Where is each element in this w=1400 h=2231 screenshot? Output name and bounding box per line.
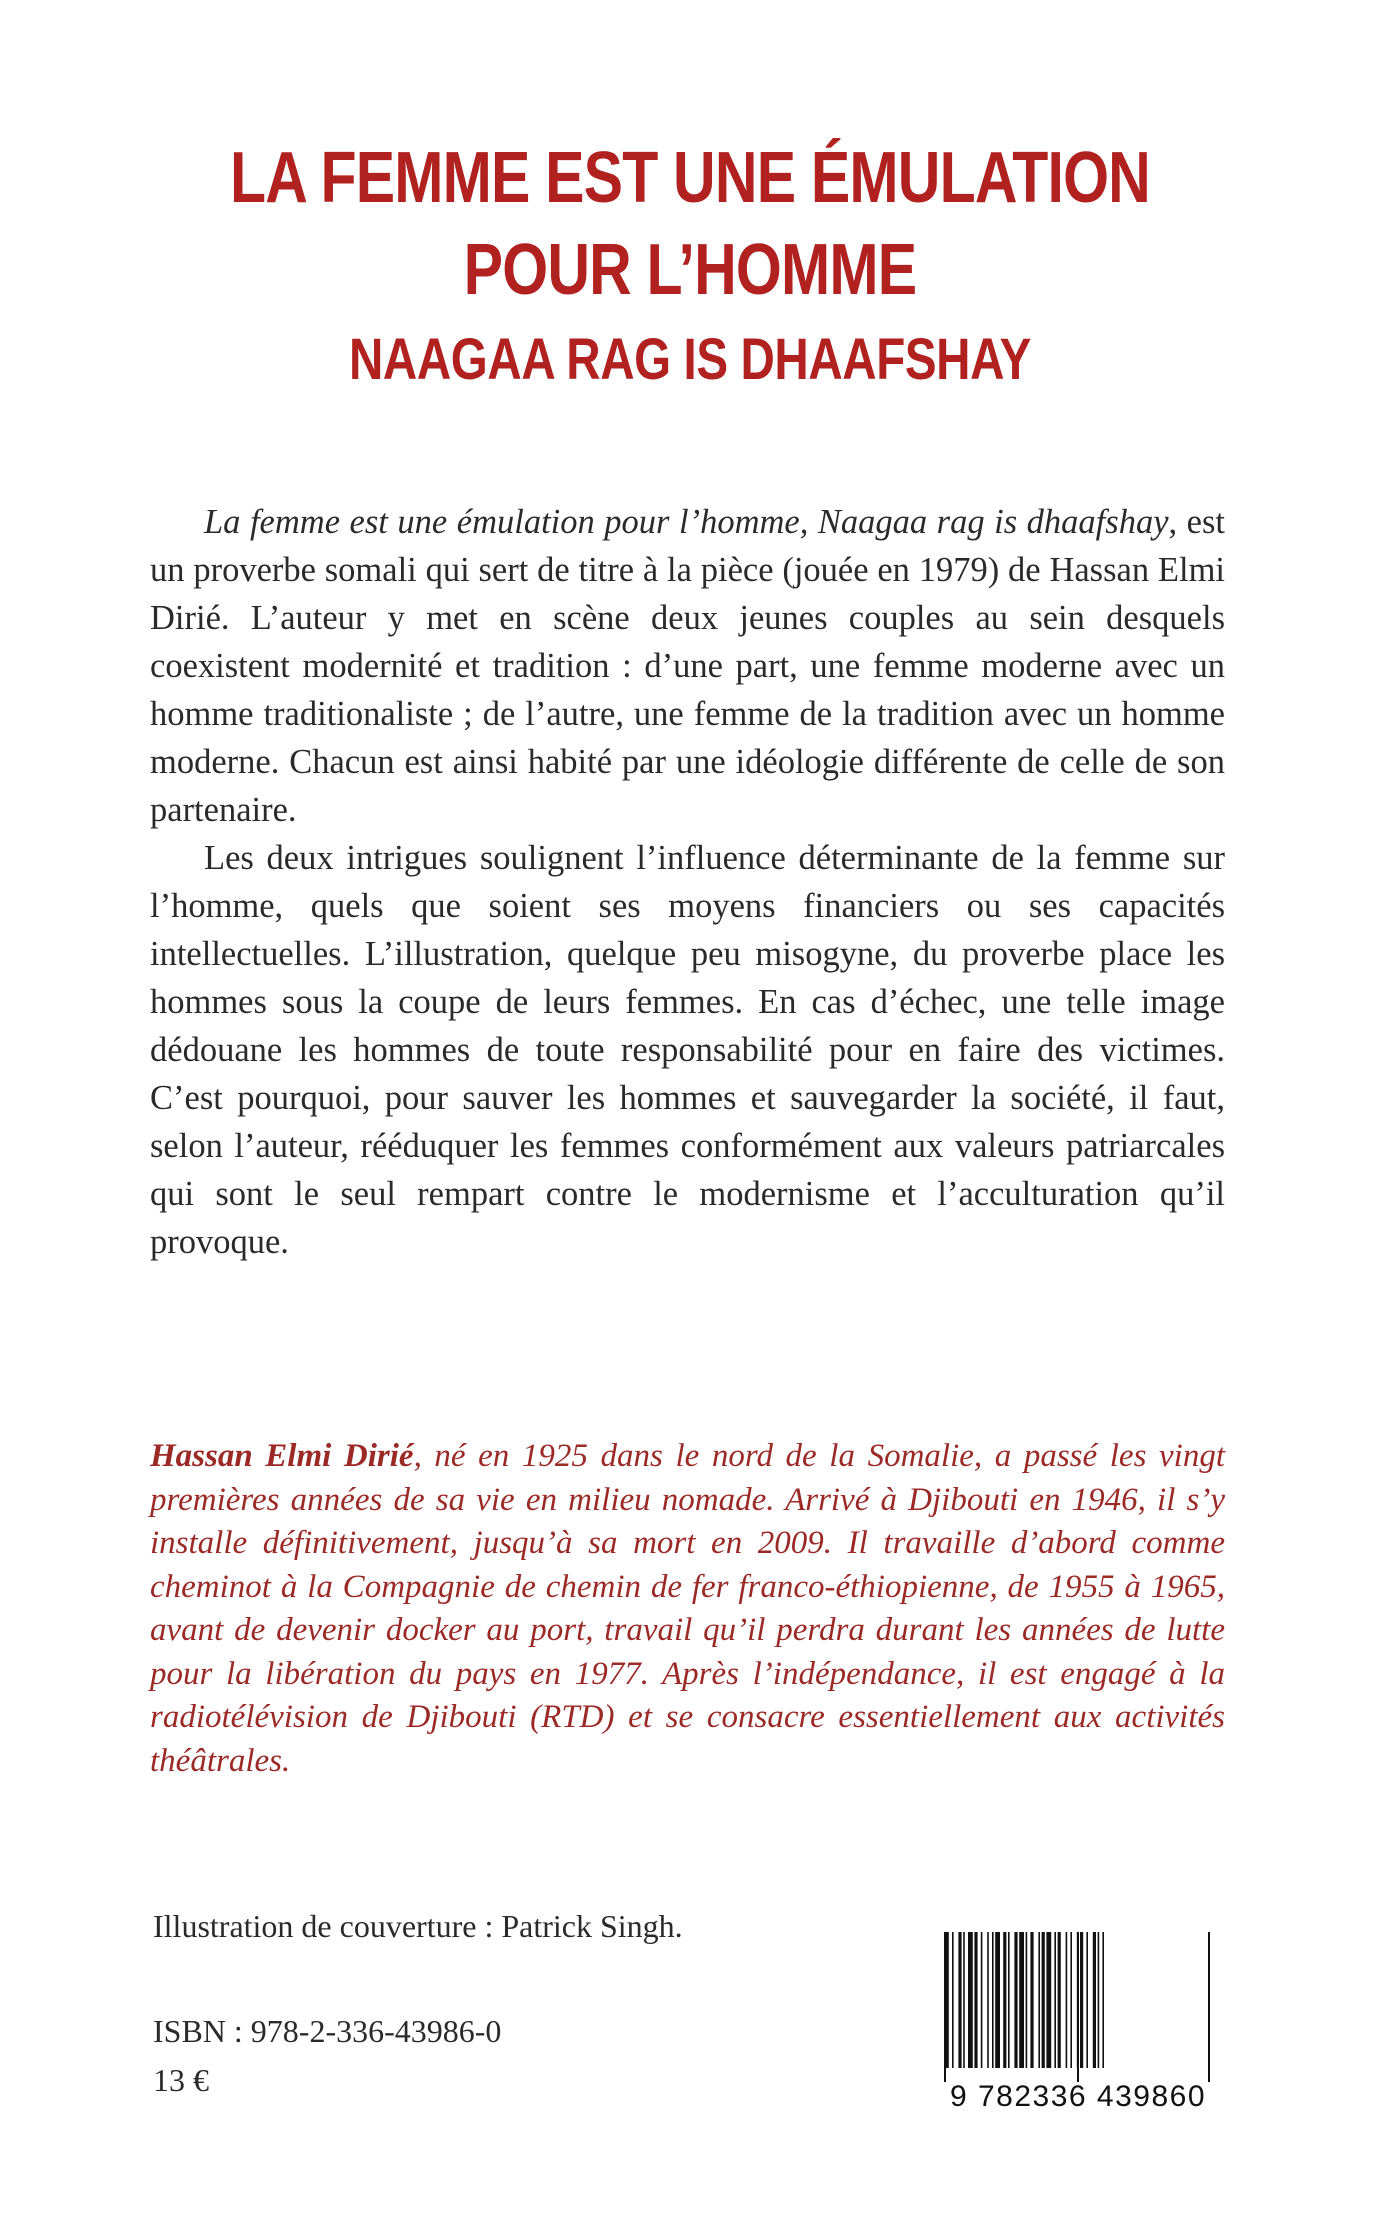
book-summary [150,498,1225,1266]
title-block [124,132,1256,398]
author-bio [150,1435,1225,1783]
barcode-bar [963,1932,965,2068]
barcode-bar [1093,1932,1096,2068]
summary-paragraph-1 [150,498,1225,834]
barcode-bar [987,1932,989,2068]
barcode-guard-bar [1208,1932,1210,2082]
barcode-bar [1003,1932,1006,2068]
barcode-bar [1066,1932,1068,2068]
barcode-bar [1046,1932,1051,2068]
barcode-bar [1070,1932,1072,2068]
barcode-bar [995,1932,1000,2068]
author-bio-text: , né en 1925 dans le nord de la Somalie, a passé les vingt premières années de sa vie en milieu nomade. Arrivé à Djibouti en 1946, il s’y installe définitivement, jusqu’à sa mort en 2009. Il travaille d’abord comme cheminot à la Compagnie de chemin de fer franco-éthiopienne, de 1955 à 1965, avant de devenir docker au port, travail qu’il perdra durant les années de lutte pour la libération du pays en 1977. Après l’indépendance, il est engagé à la radiotélévision de Djibouti (RTD) et se consacre essentiellement aux activités théâtrales. [150,1438,1225,1779]
summary-title-italic: La femme est une émulation pour l’homme, Naagaa rag is dhaafshay [204,503,1169,541]
barcode-bar [981,1932,983,2068]
isbn: ISBN : 978-2-336-43986-0 [153,2013,502,2049]
barcode-bar [1098,1932,1100,2068]
book-subtitle: NAAGAA RAG IS DHAAFSHAY [348,327,1032,392]
price: 13 € [153,2062,209,2098]
barcode-bar [974,1932,977,2068]
summary-paragraph-1-text: , est un proverbe somali qui sert de titre à la pièce (jouée en 1979) de Hassan Elmi Dirié. L’auteur y met en scène deux jeunes couples au sein desquels coexistent modernité et tradition : d’une part, une femme moderne avec un homme traditionaliste ; de l’autre, une femme de la tradition avec un homme moderne. Chacun est ainsi habité par une idéologie différente de celle de son partenaire. [150,503,1226,829]
barcode-bar [1080,1932,1083,2068]
barcode-guard-bar [1077,1932,1079,2082]
barcode [940,1932,1216,2122]
barcode-bar [1054,1932,1056,2068]
book-title-line-1: LA FEMME EST UNE ÉMULATION [229,138,1151,218]
barcode-bar [952,1932,954,2068]
barcode-bar [1058,1932,1061,2068]
barcode-bar [1019,1932,1024,2068]
barcode-bar [1030,1932,1033,2068]
barcode-bar [968,1932,973,2068]
barcode-bar [1026,1932,1028,2068]
barcode-bars [940,1932,1216,2082]
barcode-bar [958,1932,961,2068]
summary-paragraph-2: Les deux intrigues soulignent l’influence déterminante de la femme sur l’homme, quels que soient ses moyens financiers ou ses capacités intellectuelles. L’illustration, quelque peu misogyne, du proverbe place les hommes sous la coupe de leurs femmes. En cas d’échec, une telle image dédouane les hommes de toute responsabilité pour en faire des victimes. C’est pourquoi, pour sauver les hommes et sauvegarder la société, il faut, selon l’auteur, rééduquer les femmes conformément aux valeurs patriarcales qui sont le seul rempart contre le modernisme et l’acculturation qu’il provoque. [150,839,1225,1261]
barcode-bar [1042,1932,1045,2068]
barcode-bar [1038,1932,1040,2068]
barcode-bar [992,1932,994,2068]
illustration-credit: Illustration de couverture : Patrick Singh. [153,1908,683,1944]
author-name: Hassan Elmi Dirié [150,1438,414,1474]
barcode-guard-bar [944,1932,946,2082]
book-title-line-2: POUR L’HOMME [463,230,917,310]
barcode-bar [1008,1932,1010,2068]
barcode-bar [1086,1932,1088,2068]
barcode-digits: 9 782336 439860 [949,2080,1207,2113]
barcode-bar [1102,1932,1104,2068]
barcode-bar [1014,1932,1017,2068]
